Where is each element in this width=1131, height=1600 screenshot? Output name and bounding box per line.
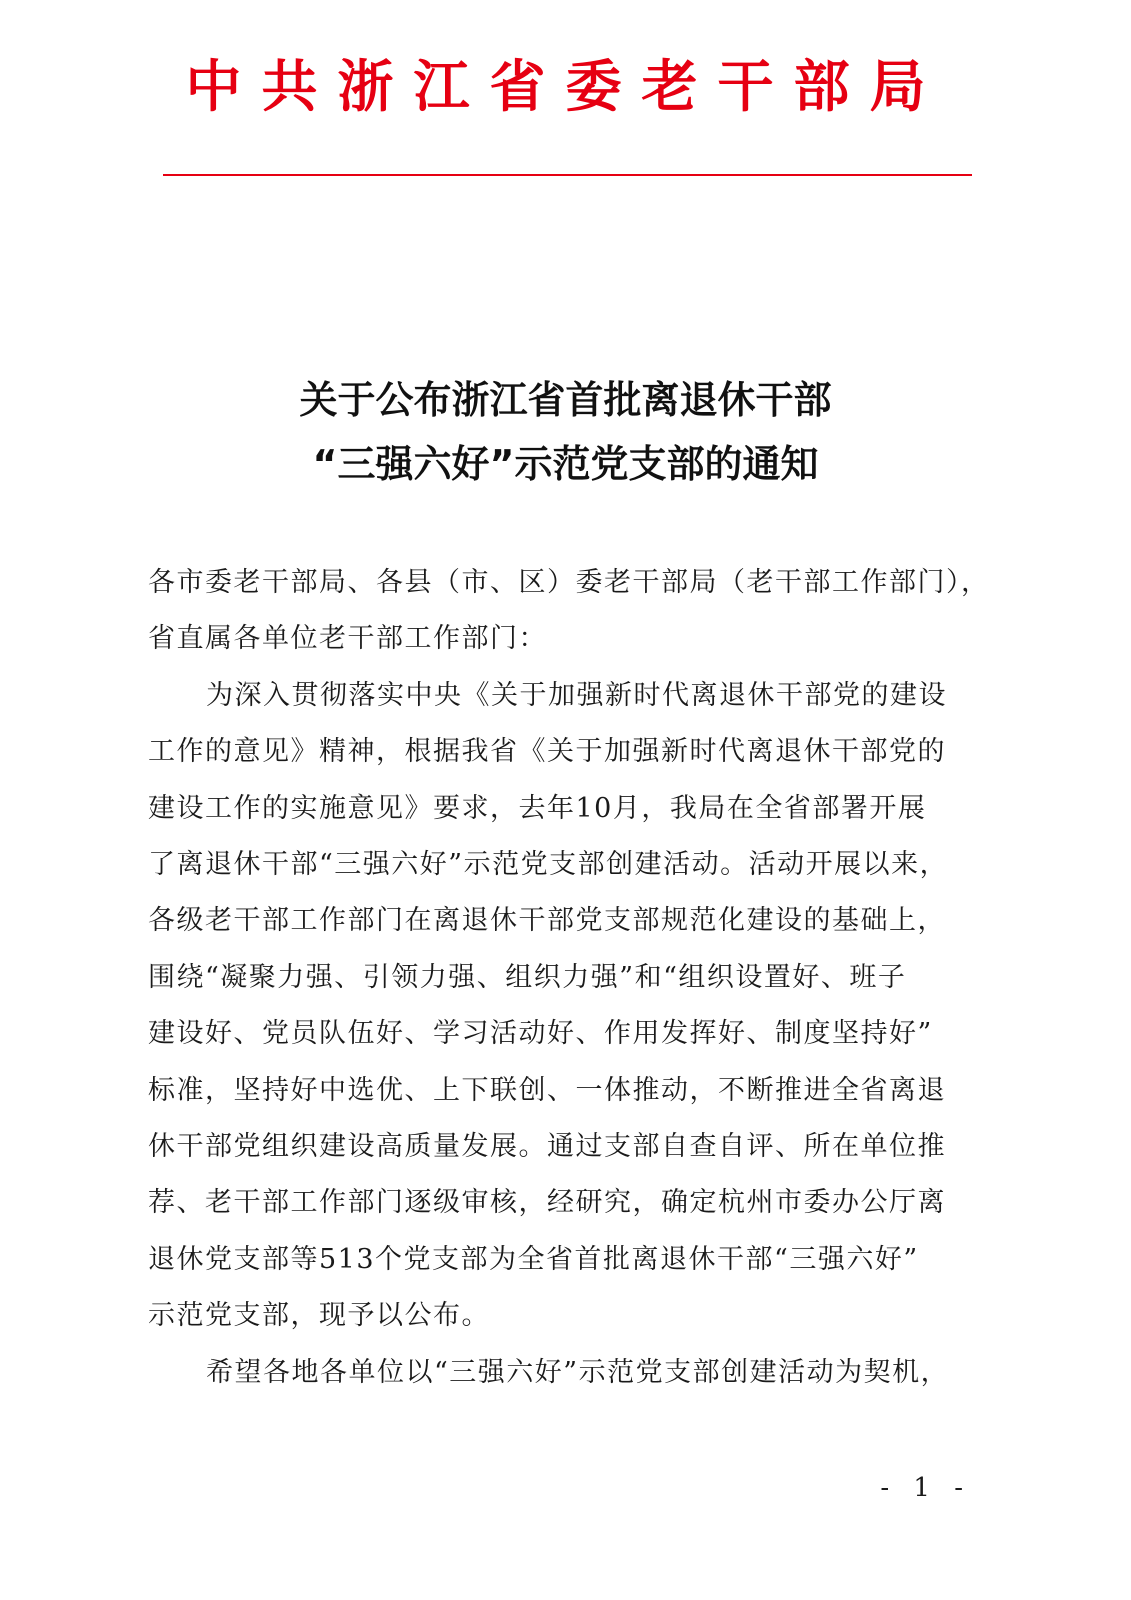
salutation-line: 各市委老干部局、各县（市、区）委老干部局（老干部工作部门）， [148,567,990,598]
paragraph-line: 荐、老干部工作部门逐级审核，经研究，确定杭州市委办公厅离 [148,1187,946,1219]
paragraph-line: 示范党支部，现予以公布。 [148,1300,490,1332]
paragraph-line: 休干部党组织建设高质量发展。通过支部自查自评、所在单位推 [148,1131,946,1163]
document-body [148,555,988,1401]
document-title [0,368,1131,496]
paragraph-line: 退休党支部等513个党支部为全省首批离退休干部“三强六好” [148,1243,919,1275]
paragraph-line: 标准，坚持好中选优、上下联创、一体推动，不断推进全省离退 [148,1074,946,1106]
paragraph-line: 工作的意见》精神，根据我省《关于加强新时代离退休干部党的 [148,736,946,768]
paragraph-line: 希望各地各单位以“三强六好”示范党支部创建活动为契机， [206,1356,950,1388]
paragraph-line: 围绕“凝聚力强、引领力强、组织力强”和“组织设置好、班子 [148,961,907,993]
title-line-2: “三强六好”示范党支部的通知 [312,442,819,486]
paragraph-line: 建设工作的实施意见》要求，去年10月，我局在全省部署开展 [148,792,927,824]
paragraph-line: 了离退休干部“三强六好”示范党支部创建活动。活动开展以来， [148,849,949,881]
paragraph-line: 各级老干部工作部门在离退休干部党支部规范化建设的基础上， [148,905,946,937]
masthead-org-name: 中共浙江省委老干部局 [185,54,946,120]
masthead-red-rule [163,174,972,176]
title-line-1: 关于公布浙江省首批离退休干部 [299,378,832,422]
salutation-line: 省直属各单位老干部工作部门： [148,623,547,655]
page-number: - 1 - [880,1473,971,1503]
paragraph-line: 建设好、党员队伍好、学习活动好、作用发挥好、制度坚持好” [148,1018,933,1050]
paragraph-line: 为深入贯彻落实中央《关于加强新时代离退休干部党的建设 [206,679,947,711]
